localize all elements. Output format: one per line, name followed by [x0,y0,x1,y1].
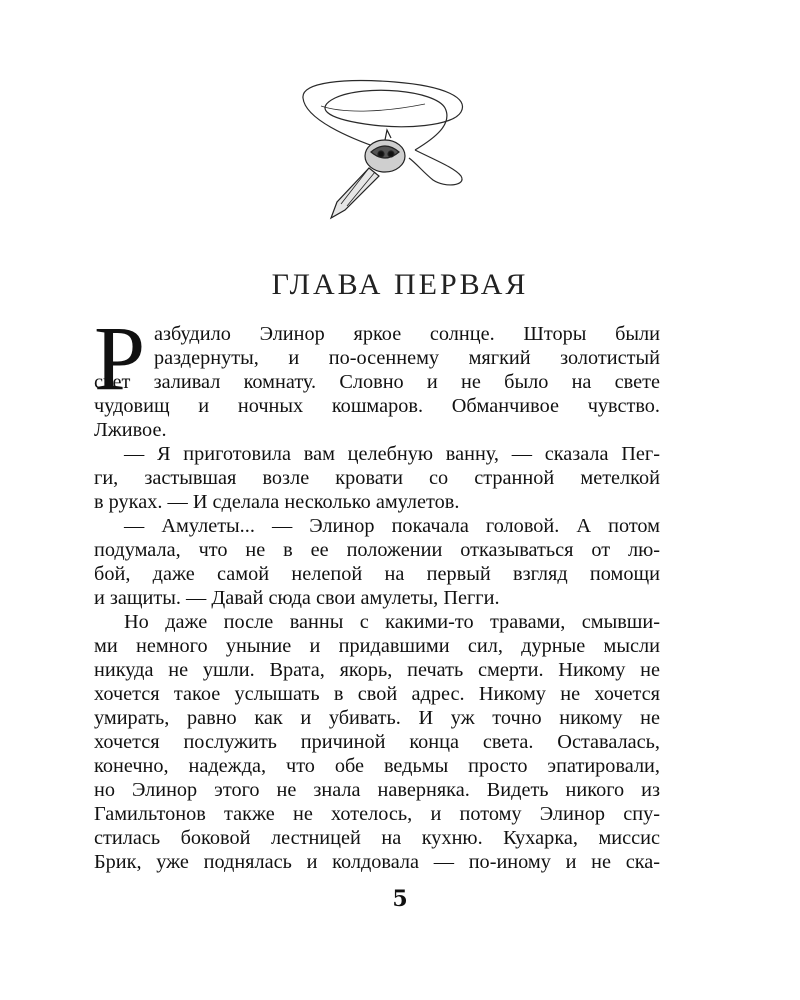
text-line: умирать, равно как и убивать. И уж точно никому не [94,707,660,729]
text-line: в руках. — И сделала несколько амулетов. [94,491,460,513]
text-line: но Элинор этого не знала наверняка. Видеть никого из [94,779,660,801]
text-line: стилась боковой лестницей на кухню. Кухарка, миссис [94,827,660,849]
text-line: Но даже после ванны с какими-то травами, смывши- [124,611,660,633]
text-line: хочется послужить причиной конца света. Оставалась, [94,731,660,753]
text-line: Лживое. [94,419,167,441]
page-number: 5 [392,886,408,912]
text-line: азбудило Элинор яркое солнце. Шторы были [154,323,660,345]
text-line: хочется такое услышать в свой адрес. Никому не хочется [94,683,660,705]
text-line: раздернуты, и по-осеннему мягкий золотистый [154,347,660,369]
text-line: — Я приготовила вам целебную ванну, — сказала Пег- [124,443,660,465]
text-line: Гамильтонов также не хотелось, и потому Элинор спу- [94,803,660,825]
body-text [94,307,660,874]
text-line: ми немного уныние и придавшими сил, дурные мысли [94,635,660,657]
drop-cap: Р [94,307,146,409]
text-line: ги, застывшая возле кровати со странной метелкой [94,467,660,489]
text-line: чудовищ и ночных кошмаров. Обманчивое чувство. [94,395,660,417]
text-line: Брик, уже поднялась и колдовала — по-иному и не ска- [94,851,660,873]
text-line: конечно, надежда, что обе ведьмы просто эпатировали, [94,755,660,777]
text-line: подумала, что не в ее положении отказываться от лю- [94,539,660,561]
text-line: свет заливал комнату. Словно и не было на свете [94,371,660,393]
text-line: никуда не ушли. Врата, якорь, печать смерти. Никому не [94,659,660,681]
text-line: бой, даже самой нелепой на первый взгляд помощи [94,563,660,585]
text-line: — Амулеты... — Элинор покачала головой. А потом [124,515,660,537]
pendant-amulet-icon [285,68,475,228]
text-line: и защиты. — Давай сюда свои амулеты, Пегги. [94,587,500,609]
chapter-title: ГЛАВА ПЕРВАЯ [271,268,529,301]
